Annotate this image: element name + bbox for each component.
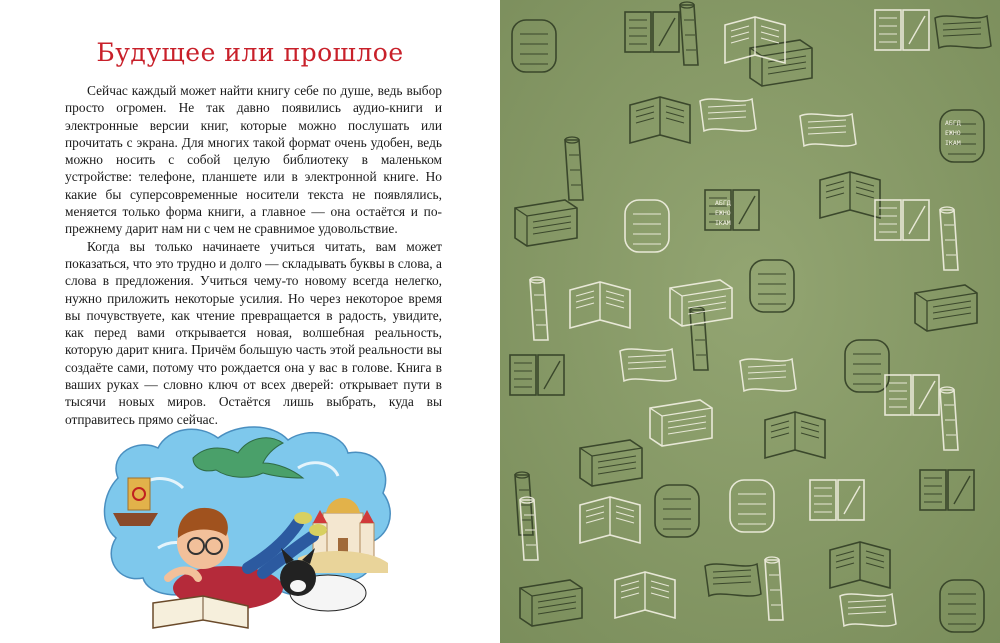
tablet-lettering: АБГД [945,119,961,127]
books-pattern [500,0,1000,643]
svg-text:ІКАМ: ІКАМ [945,139,961,147]
svg-text:АБГД: АБГД [715,199,731,207]
svg-text:ЕЖНО: ЕЖНО [715,209,731,217]
right-page [500,0,1000,643]
page-title: Будущее или прошлое [96,38,404,67]
paragraph-2: Когда вы только начинаете учиться читать, вам может показаться, что это трудно и долго — складывать буквы в слова, а слова в предложения. Учиться чему-то новому всегда нелегко, нужно приложить некоторые усилия. Но через некоторое время вы почувствуете, как чтение превращается в радость, увидите, как перед вами открывается новая, волшебная реальность, которую дарит книга. Причём большую часть этой реальности вы создаёте сами, потому что рождается она у вас в голове. Книга в ваших руках — словно ключ от всех дверей: открывает пути в тысячи новых миров. Остаётся лишь выбрать, куда вы отправитесь прямо сейчас. [65,238,442,427]
svg-text:ІКАМ: ІКАМ [715,219,731,227]
boy-reading-illustration [98,418,398,643]
paragraph-1: Сейчас каждый может найти книгу себе по душе, ведь выбор просто огромен. Не так давно появились аудио-книги и электронные версии книг, которые можно послушать или прочитать с экрана. Для многих такой формат очень удобен, ведь можно носить с собой целую библиотеку в маленьком устройстве: телефоне, планшете или в электронной книге. Но какие бы суперсовременные носители текста не появлялись, меняется только форма книги, а главное — она остаётся и по-прежнему дарит нам ни с чем не сравнимое удовольствие. [65,83,442,237]
body-text [65,82,442,428]
svg-text:ЕЖНО: ЕЖНО [945,129,961,137]
